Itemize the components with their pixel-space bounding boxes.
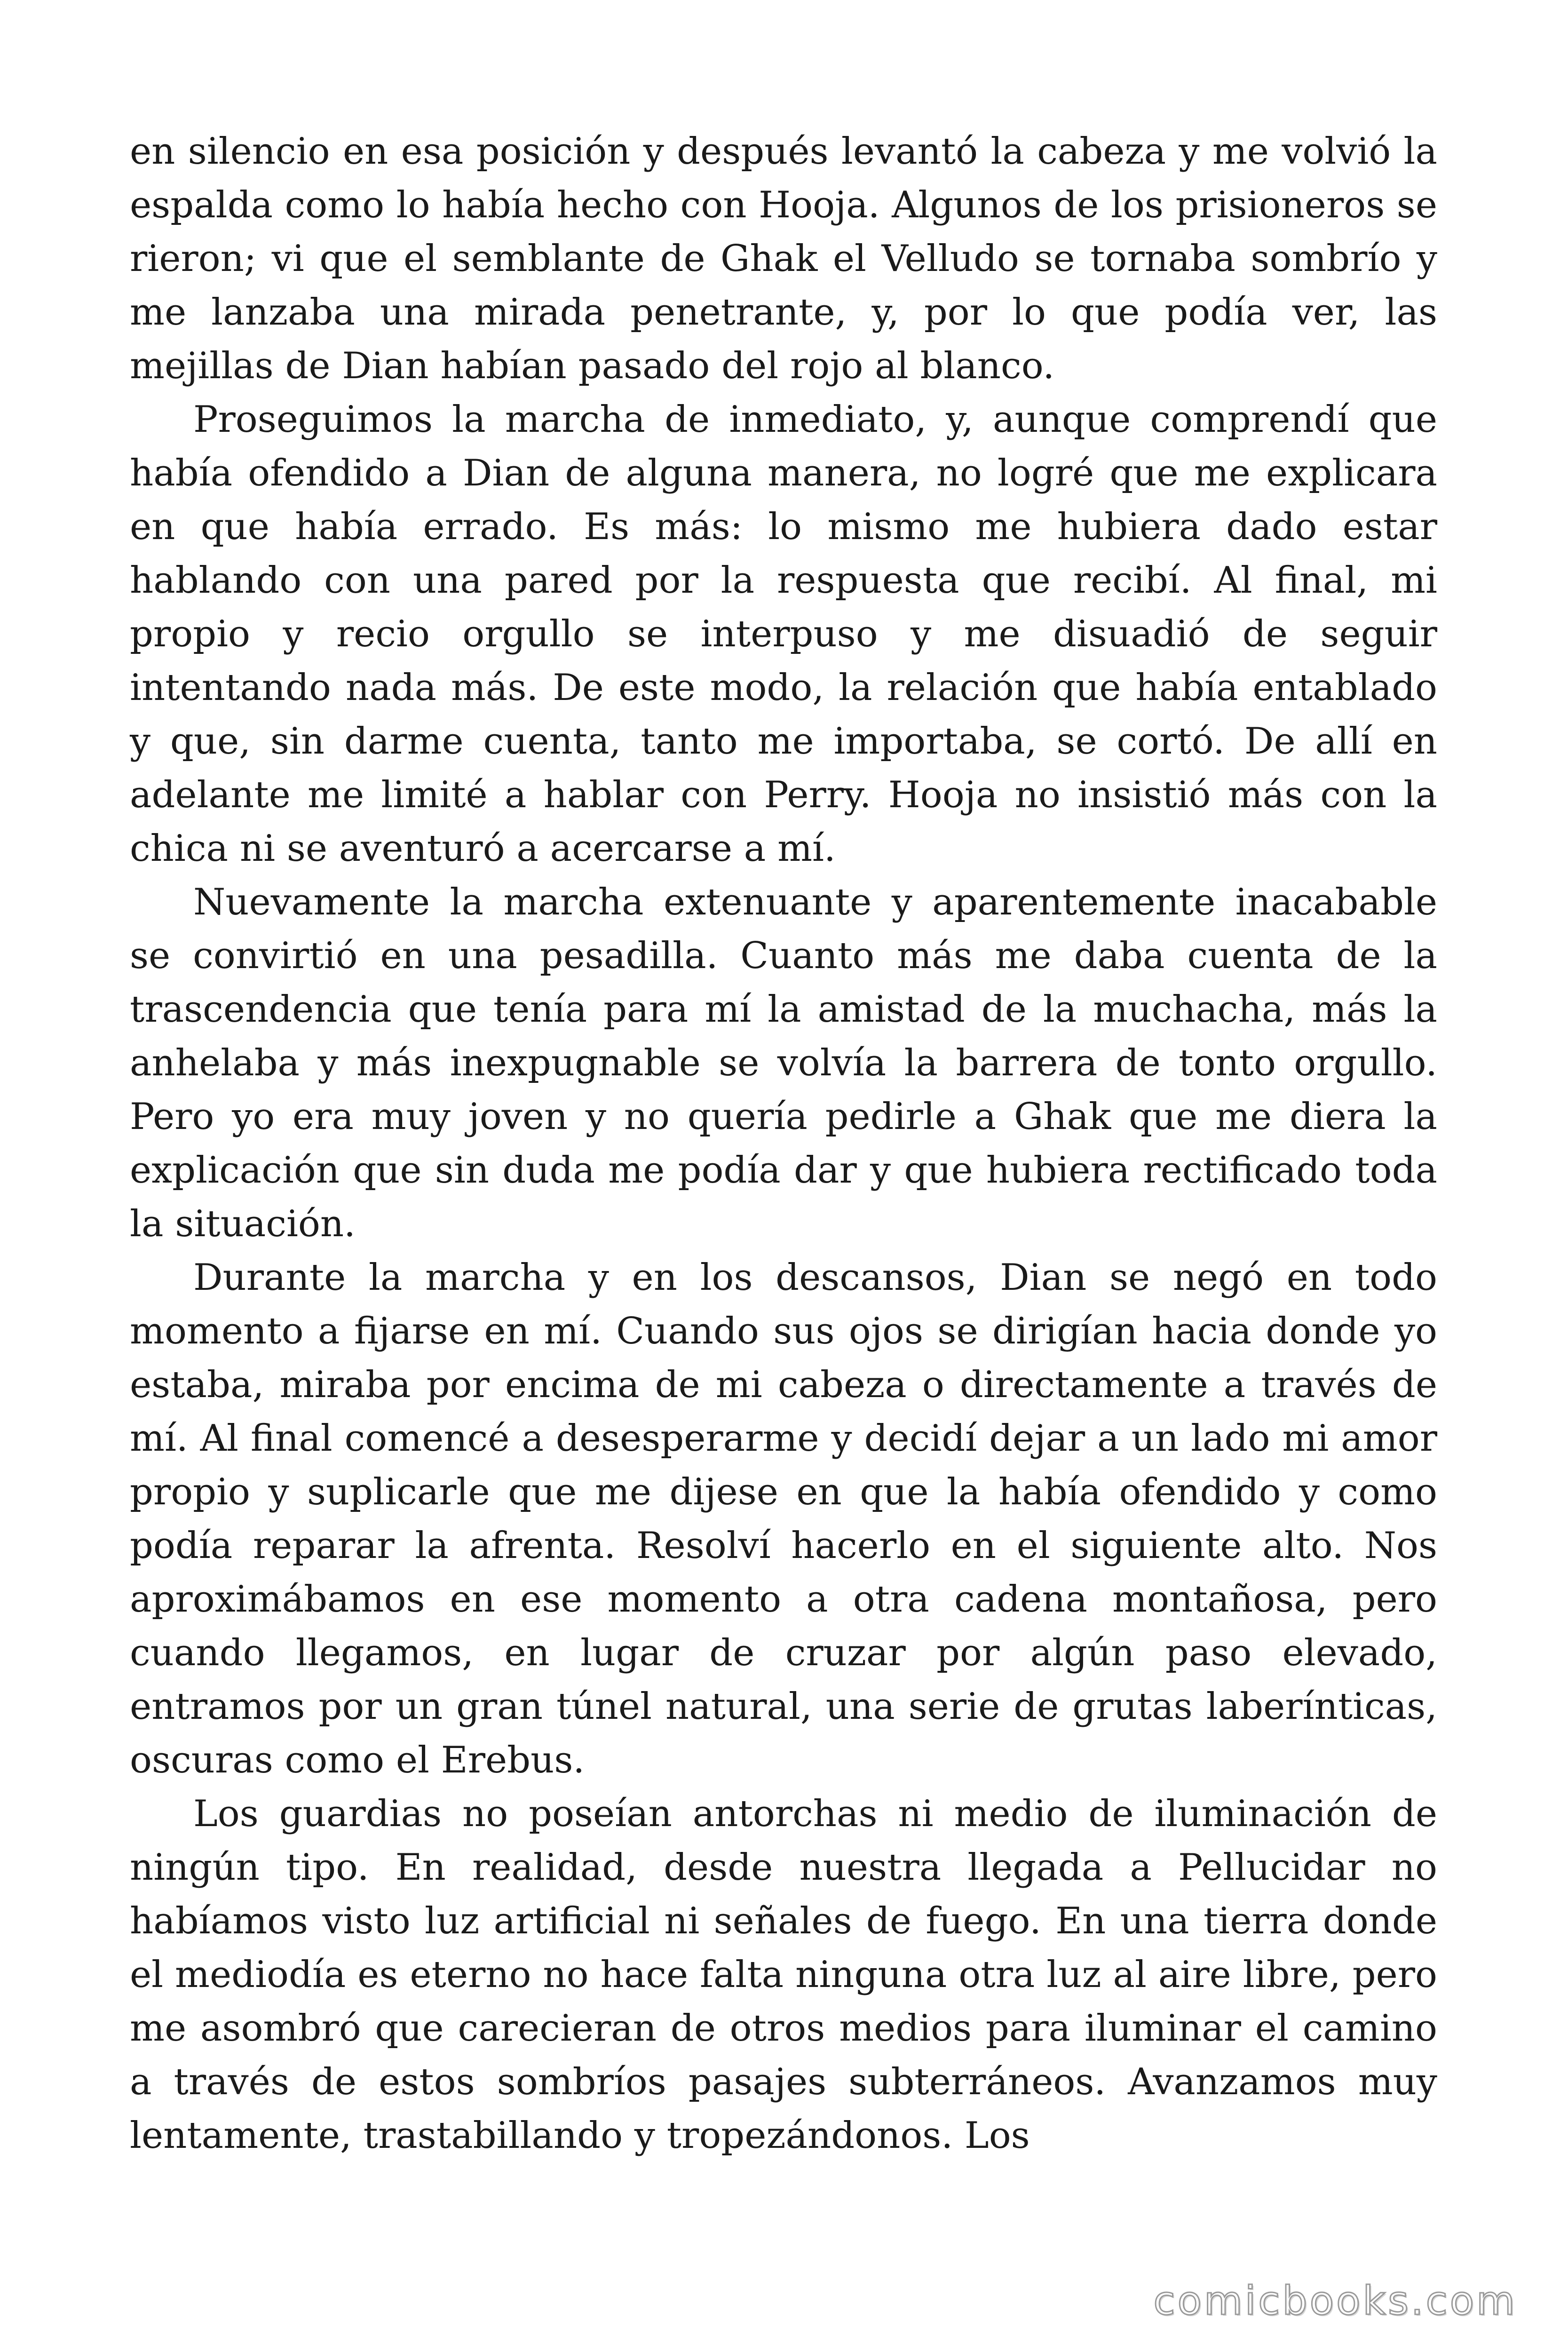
paragraph-2: Proseguimos la marcha de inmediato, y, aunque comprendí que había ofendido a Dian de alguna manera, no logré que me explicara en que había errado. Es más: lo mismo me hubiera dado estar hablando con una pared por la respuesta que recibí. Al final, mi propio y recio orgullo se interpuso y me disuadió de seguir intentando nada más. De este modo, la relación que había entablado y que, sin darme cuenta, tanto me importaba, se cortó. De allí en adelante me limité a hablar con Perry. Hooja no insistió más con la chica ni se aventuró a acercarse a mí.	[130, 398, 1437, 870]
paragraph-3: Nuevamente la marcha extenuante y aparentemente inacabable se convirtió en una pesadilla. Cuanto más me daba cuenta de la trascendencia que tenía para mí la amistad de la muchacha, más la anhelaba y más inexpugnable se volvía la barrera de tonto orgullo. Pero yo era muy joven y no quería pedirle a Ghak que me diera la explicación que sin duda me podía dar y que hubiera rectificado toda la situación.	[130, 881, 1437, 1245]
watermark: comicbooks.com	[1153, 2278, 1517, 2324]
paragraph-5: Los guardias no poseían antorchas ni medio de iluminación de ningún tipo. En realidad, desde nuestra llegada a Pellucidar no habíamos visto luz artificial ni señales de fuego. En una tierra donde el mediodía es eterno no hace falta ninguna otra luz al aire libre, pero me asombró que carecieran de otros medios para iluminar el camino a través de estos sombríos pasajes subterráneos. Avanzamos muy lentamente, trastabillando y tropezándonos. Los	[130, 1793, 1437, 2157]
page-body	[130, 125, 1437, 2162]
paragraph-1: en silencio en esa posición y después levantó la cabeza y me volvió la espalda como lo había hecho con Hooja. Algunos de los prisioneros se rieron; vi que el semblante de Ghak el Velludo se tornaba sombrío y me lanzaba una mirada penetrante, y, por lo que podía ver, las mejillas de Dian habían pasado del rojo al blanco.	[130, 130, 1437, 387]
paragraph-4: Durante la marcha y en los descansos, Dian se negó en todo momento a fijarse en mí. Cuando sus ojos se dirigían hacia donde yo estaba, miraba por encima de mi cabeza o directamente a través de mí. Al final comencé a desesperarme y decidí dejar a un lado mi amor propio y suplicarle que me dijese en que la había ofendido y como podía reparar la afrenta. Resolví hacerlo en el siguiente alto. Nos aproximábamos en ese momento a otra cadena montañosa, pero cuando llegamos, en lugar de cruzar por algún paso elevado, entramos por un gran túnel natural, una serie de grutas laberínticas, oscuras como el Erebus.	[130, 1256, 1437, 1781]
